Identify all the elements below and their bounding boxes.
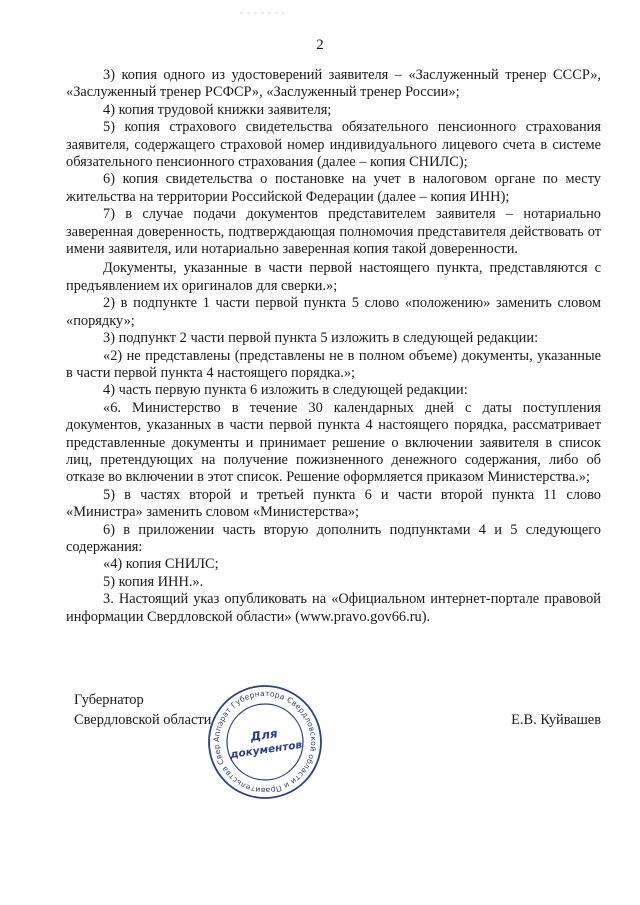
stamp-center-line1: Для: [249, 726, 279, 744]
paragraph: 4) часть первую пункта 6 изложить в следующей редакции:: [103, 382, 468, 399]
signatory-title-line1: Губернатор: [74, 692, 144, 708]
paragraph: «4) копия СНИЛС;: [103, 556, 219, 573]
paragraph: «2) не представлены (представлены не в полном объеме) документы, указанные в части первой пункта 4 настоящего порядка.»;: [66, 347, 601, 381]
paragraph: «6. Министерство в течение 30 календарных дней с даты поступления документов, указанных в части первой пункта 4 настоящего порядка, рассматривает представленные документы и принимает решение о включении заявителя в список лиц, претендующих на получение пожизненного денежного содержания, либо об отказе во включении в этот список. Решение оформляется приказом Министерства.»;: [66, 399, 601, 486]
page-number: 2: [316, 37, 324, 53]
stamp-outer-ring: [209, 686, 321, 798]
paragraph: Документы, указанные в части первой настоящего пункта, представляются с предъявлением их оригиналов для сверки.»;: [66, 260, 601, 294]
paragraph: 7) в случае подачи документов представителем заявителя – нотариально заверенная доверенность, подтверждающая полномочия представителя действовать от имени заявителя, или нотариально заверенная копия такой доверенности.: [66, 206, 601, 258]
paragraph: 5) в частях второй и третьей пункта 6 и части второй пункта 11 слово «Министра» заменить словом «Министерства»;: [66, 486, 601, 521]
signatory-title-line2: Свердловской области: [74, 712, 212, 728]
paragraph: 3. Настоящий указ опубликовать на «Официальном интернет-портале правовой информации Свердловской области» (www.pravo.gov66.ru).: [66, 591, 601, 625]
stamp-center-line2: документов: [229, 738, 303, 761]
signature-block: [74, 690, 601, 730]
paragraph: 6) в приложении часть вторую дополнить подпунктами 4 и 5 следующего содержания:: [66, 521, 601, 555]
scan-artifact: [240, 2, 284, 6]
signatory-name: Е.В. Куйвашев: [511, 712, 601, 728]
paragraph: 3) подпункт 2 части первой пункта 5 изложить в следующей редакции:: [103, 330, 539, 347]
paragraph: 2) в подпункте 1 части первой пункта 5 слово «положению» заменить словом «порядку»;: [66, 295, 601, 329]
paragraph: 4) копия трудовой книжки заявителя;: [103, 101, 332, 118]
paragraph: 3) копия одного из удостоверений заявителя – «Заслуженный тренер СССР», «Заслуженный тренер РСФСР», «Заслуженный тренер России»;: [66, 67, 601, 101]
official-stamp: [206, 683, 324, 801]
paragraph: 6) копия свидетельства о постановке на учет в налоговом органе по месту жительства на территории Российской Федерации (далее – копия ИНН);: [66, 171, 601, 205]
paragraph: 5) копия ИНН.».: [103, 573, 204, 590]
stamp-ring-textpath: Аппарат Губернатора Свердловской области и Правительства Свер: [211, 688, 319, 796]
document-body: [66, 67, 601, 626]
paragraph: 5) копия страхового свидетельства обязательного пенсионного страхования заявителя, содержащего страховой номер индивидуального лицевого счета в системе обязательного пенсионного страхования (далее – копия СНИЛС);: [66, 119, 601, 171]
